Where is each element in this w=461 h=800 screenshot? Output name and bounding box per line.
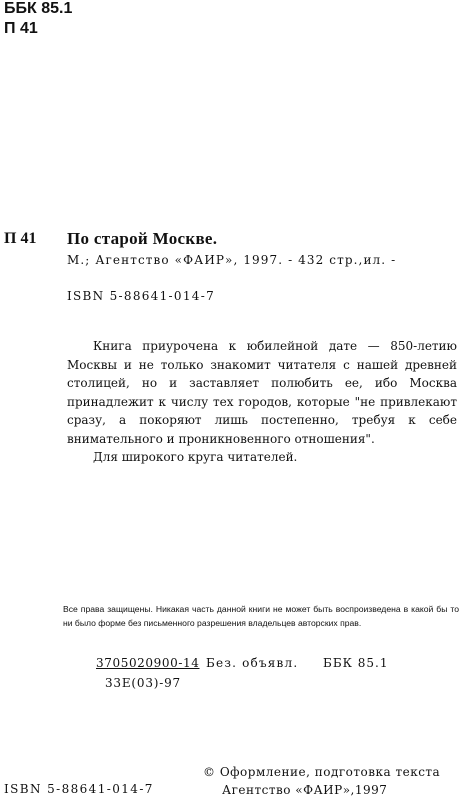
announcement-note: Без. объявл. xyxy=(206,656,299,670)
card-author-mark: П 41 xyxy=(4,230,37,247)
annotation-paragraph: Книга приурочена к юбилейной дате — 850-летию Москвы и не только знакомит читателя с нашей древней столицей, но и заставляет полюбить ее, ибо Москва принадлежит к числу тех городов, которые "не привлекают сразу, а покоряют лишь постепенно, требуя к себе внимательного и проникновенного отношения". xyxy=(67,339,457,446)
footer-isbn: ISBN 5-88641-014-7 xyxy=(4,782,154,796)
copyright-holder: Агентство «ФАИР»,1997 xyxy=(222,783,388,797)
copyright-line: © Оформление, подготовка текста xyxy=(203,765,441,779)
catalog-number: 3705020900-14 xyxy=(96,656,200,670)
annotation-audience: Для широкого круга читателей. xyxy=(93,450,298,464)
publication-info: М.; Агентство «ФАИР», 1997. - 432 стр.,ил. - xyxy=(67,253,397,267)
bbk-code: ББК 85.1 xyxy=(323,656,389,670)
card-isbn: ISBN 5-88641-014-7 xyxy=(67,289,216,303)
bbk-classification: ББК 85.1 xyxy=(4,0,73,17)
book-annotation xyxy=(67,337,457,467)
book-title: По старой Москве. xyxy=(67,229,218,248)
rights-notice: Все права защищены. Никакая часть данной книги не может быть воспроизведена в какой бы то ни было форме без письменного разрешения владельцев авторских прав. xyxy=(63,604,459,628)
author-mark: П 41 xyxy=(4,20,38,37)
order-code: 33Е(03)-97 xyxy=(105,676,181,690)
